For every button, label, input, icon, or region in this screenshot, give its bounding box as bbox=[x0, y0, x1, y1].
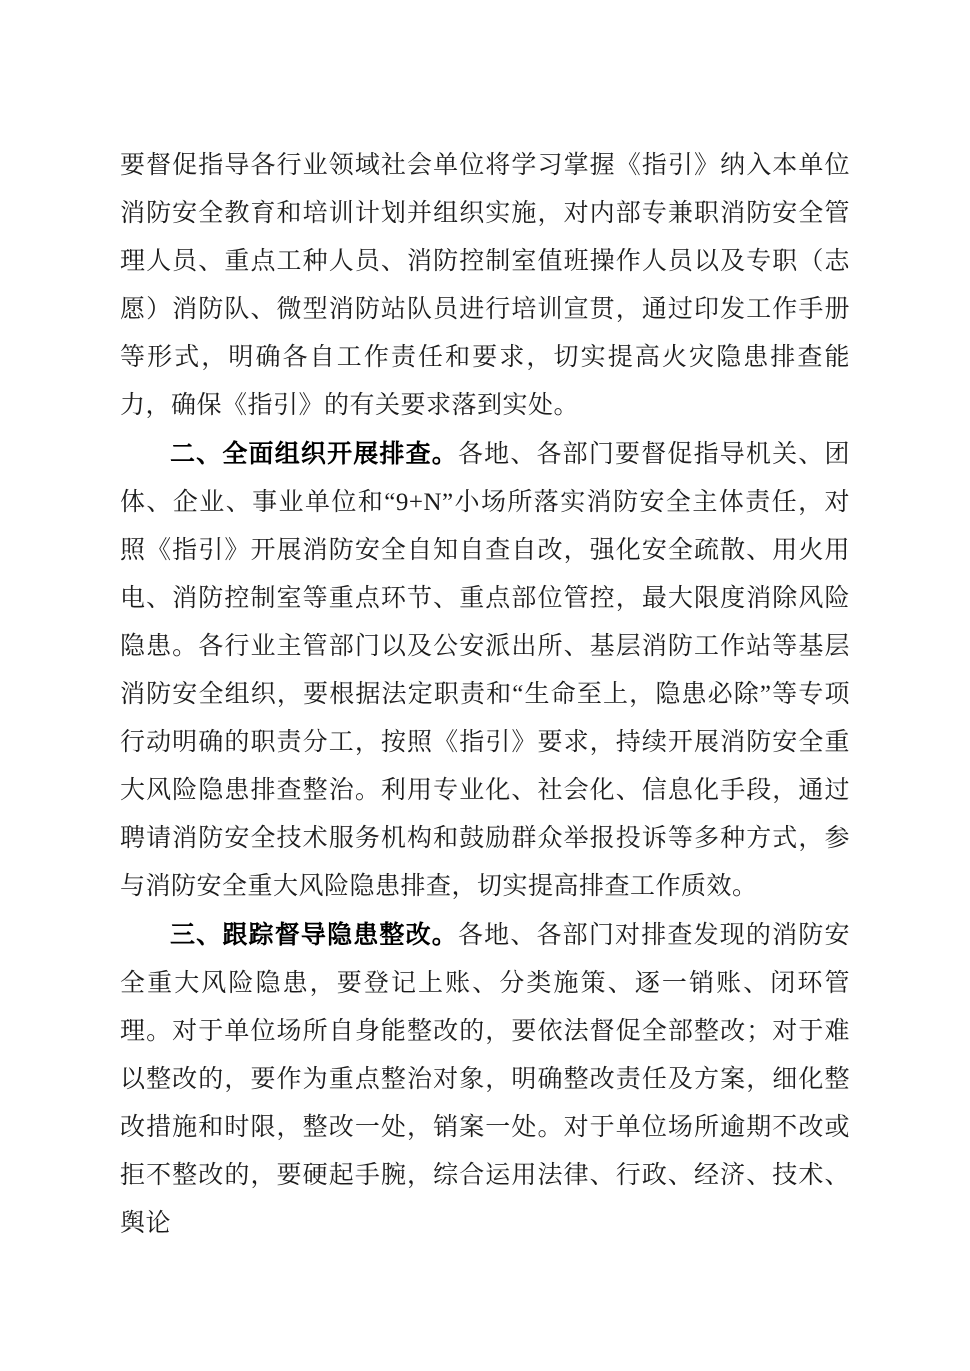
section-heading-3: 三、跟踪督导隐患整改。 bbox=[170, 921, 458, 949]
paragraph-3-text: 各地、各部门对排查发现的消防安全重大风险隐患，要登记上账、分类施策、逐一销账、闭环管理。对于单位场所自身能整改的，要依法督促全部整改；对于难以整改的，要作为重点整治对象，明确整改责任及方案，细化整改措施和时限，整改一处，销案一处。对于单位场所逾期不改或拒不整改的，要硬起手腕，综合运用法律、行政、经济、技术、舆论 bbox=[120, 922, 850, 1237]
paragraph-1-text: 要督促指导各行业领域社会单位将学习掌握《指引》纳入本单位消防安全教育和培训计划并组织实施，对内部专兼职消防安全管理人员、重点工种人员、消防控制室值班操作人员以及专职（志愿）消防队、微型消防站队员进行培训宣贯，通过印发工作手册等形式，明确各自工作责任和要求，切实提高火灾隐患排查能力，确保《指引》的有关要求落到实处。 bbox=[120, 152, 850, 419]
paragraph-continuation bbox=[120, 142, 850, 430]
paragraph-2-text: 各地、各部门要督促指导机关、团体、企业、事业单位和“9+N”小场所落实消防安全主体责任，对照《指引》开展消防安全自知自查自改，强化安全疏散、用火用电、消防控制室等重点环节、重点部位管控，最大限度消除风险隐患。各行业主管部门以及公安派出所、基层消防工作站等基层消防安全组织，要根据法定职责和“生命至上，隐患必除”等专项行动明确的职责分工，按照《指引》要求，持续开展消防安全重大风险隐患排查整治。利用专业化、社会化、信息化手段，通过聘请消防安全技术服务机构和鼓励群众举报投诉等多种方式，参与消防安全重大风险隐患排查，切实提高排查工作质效。 bbox=[120, 441, 850, 900]
paragraph-section-3 bbox=[120, 911, 850, 1248]
section-heading-2: 二、全面组织开展排查。 bbox=[170, 440, 458, 468]
paragraph-section-2 bbox=[120, 430, 850, 911]
document-text-block bbox=[120, 142, 850, 1248]
